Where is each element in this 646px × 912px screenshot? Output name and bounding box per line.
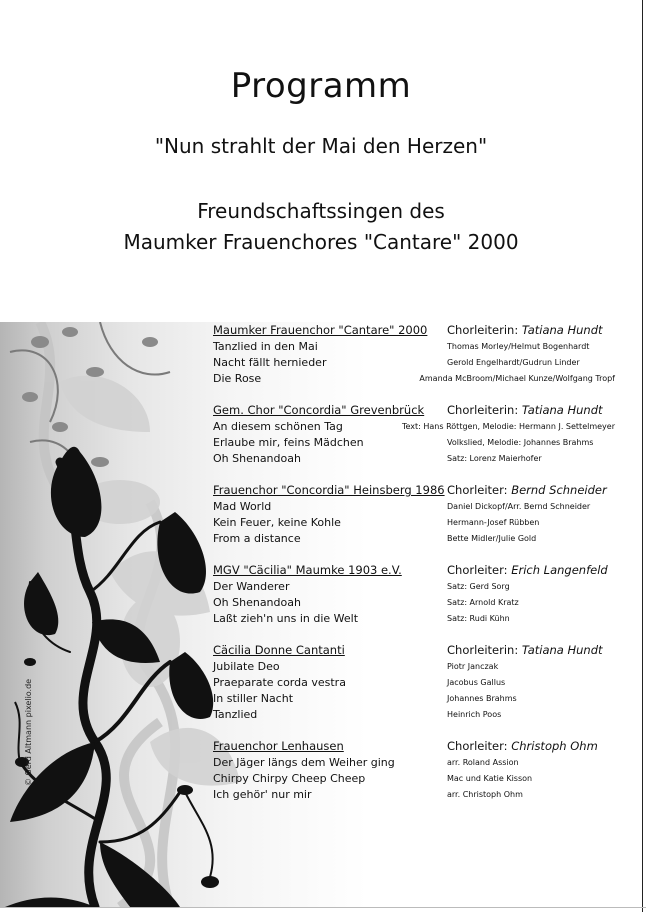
leader-name: Tatiana Hundt (521, 403, 603, 417)
choir-block (213, 403, 633, 467)
leader-name: Tatiana Hundt (521, 643, 603, 657)
leader-label: Chorleiterin: (447, 323, 519, 337)
song-credit: Piotr Janczak (447, 662, 499, 671)
song-credit: Jacobus Gallus (447, 678, 506, 687)
leader-name: Erich Langenfeld (511, 563, 608, 577)
song-row (213, 435, 633, 451)
song-title: Die Rose (213, 372, 262, 385)
choir-header (213, 403, 633, 419)
leader-label: Chorleiterin: (447, 403, 519, 417)
song-credit: Gerold Engelhardt/Gudrun Linder (447, 358, 580, 367)
song-row (213, 595, 633, 611)
song-row (213, 339, 633, 355)
choir-block (213, 483, 633, 547)
song-credit: Heinrich Poos (447, 710, 502, 719)
song-row (213, 675, 633, 691)
choir-header (213, 643, 633, 659)
song-row (213, 531, 633, 547)
choir-block (213, 643, 633, 723)
leader-name: Christoph Ohm (511, 739, 598, 753)
leader-label: Chorleiter: (447, 563, 508, 577)
song-row (213, 355, 633, 371)
song-credit: Hermann-Josef Rübben (447, 518, 540, 527)
song-title: Tanzlied in den Mai (213, 340, 318, 353)
leader-label: Chorleiter: (447, 739, 508, 753)
choir-name: MGV "Cäcilia" Maumke 1903 e.V. (213, 563, 402, 577)
song-title: Der Wanderer (213, 580, 290, 593)
image-credit: © Gerd Altmann pixelio.de (24, 678, 33, 786)
page-border-bottom (0, 907, 646, 908)
song-credit: Satz: Arnold Kratz (447, 598, 519, 607)
song-title: Nacht fällt hernieder (213, 356, 327, 369)
song-row (213, 515, 633, 531)
page-title: Programm (230, 66, 412, 106)
song-row (213, 787, 633, 803)
song-row (213, 499, 633, 515)
song-credit: Text: Hans Röttgen, Melodie: Hermann J. Settelmeyer (401, 422, 615, 431)
song-row (213, 755, 633, 771)
song-title: Ich gehör' nur mir (213, 788, 312, 801)
leader-label: Chorleiter: (447, 483, 508, 497)
song-row (213, 371, 633, 387)
song-credit: Volkslied, Melodie: Johannes Brahms (447, 438, 594, 447)
song-credit: Daniel Dickopf/Arr. Bernd Schneider (447, 502, 591, 511)
event-subtitle (0, 196, 642, 258)
song-title: Der Jäger längs dem Weiher ging (213, 756, 395, 769)
song-row (213, 659, 633, 675)
song-credit: Satz: Rudi Kühn (447, 614, 510, 623)
song-title: Praeparate corda vestra (213, 676, 346, 689)
choir-header (213, 323, 633, 339)
song-credit: Bette Midler/Julie Gold (447, 534, 537, 543)
leader-label: Chorleiterin: (447, 643, 519, 657)
choir-leader (447, 739, 598, 753)
choir-name: Maumker Frauenchor "Cantare" 2000 (213, 323, 428, 337)
song-credit: Amanda McBroom/Michael Kunze/Wolfgang Tropf (419, 374, 615, 383)
song-title: Jubilate Deo (213, 660, 280, 673)
song-row (213, 771, 633, 787)
leader-name: Tatiana Hundt (521, 323, 603, 337)
song-title: An diesem schönen Tag (213, 420, 343, 433)
song-title: Oh Shenandoah (213, 452, 301, 465)
choir-block (213, 739, 633, 803)
choir-name: Frauenchor "Concordia" Heinsberg 1986 (213, 483, 445, 497)
song-title: Laßt zieh'n uns in die Welt (213, 612, 359, 625)
choir-leader (447, 323, 603, 337)
choir-leader (447, 483, 607, 497)
song-title: From a distance (213, 532, 301, 545)
choir-header (213, 739, 633, 755)
song-title: Oh Shenandoah (213, 596, 301, 609)
song-credit: Satz: Gerd Sorg (447, 582, 510, 591)
song-row (213, 579, 633, 595)
song-row (213, 611, 633, 627)
song-title: Tanzlied (213, 708, 258, 721)
song-title: Chirpy Chirpy Cheep Cheep (213, 772, 366, 785)
program-list (213, 323, 633, 819)
song-credit: Johannes Brahms (447, 694, 517, 703)
song-credit: Thomas Morley/Helmut Bogenhardt (447, 342, 590, 351)
choir-leader (447, 403, 603, 417)
song-title: Kein Feuer, keine Kohle (213, 516, 341, 529)
subtitle-line-2: Maumker Frauenchores "Cantare" 2000 (123, 230, 519, 254)
song-title: Erlaube mir, feins Mädchen (213, 436, 364, 449)
song-row (213, 707, 633, 723)
choir-block (213, 563, 633, 627)
song-title: Mad World (213, 500, 272, 513)
choir-name: Cäcilia Donne Cantanti (213, 643, 345, 657)
subtitle-line-1: Freundschaftssingen des (197, 199, 445, 223)
choir-leader (447, 643, 603, 657)
song-title: In stiller Nacht (213, 692, 294, 705)
song-row (213, 691, 633, 707)
choir-block (213, 323, 633, 387)
song-credit: Mac und Katie Kisson (447, 774, 533, 783)
choir-header (213, 483, 633, 499)
choir-name: Gem. Chor "Concordia" Grevenbrück (213, 403, 425, 417)
song-row (213, 419, 633, 435)
leader-name: Bernd Schneider (511, 483, 607, 497)
choir-leader (447, 563, 608, 577)
song-credit: arr. Christoph Ohm (447, 790, 523, 799)
song-credit: arr. Roland Assion (447, 758, 519, 767)
page-border-right (642, 0, 643, 912)
choir-name: Frauenchor Lenhausen (213, 739, 344, 753)
choir-header (213, 563, 633, 579)
motto: "Nun strahlt der Mai den Herzen" (154, 134, 488, 158)
song-row (213, 451, 633, 467)
song-credit: Satz: Lorenz Maierhofer (447, 454, 542, 463)
